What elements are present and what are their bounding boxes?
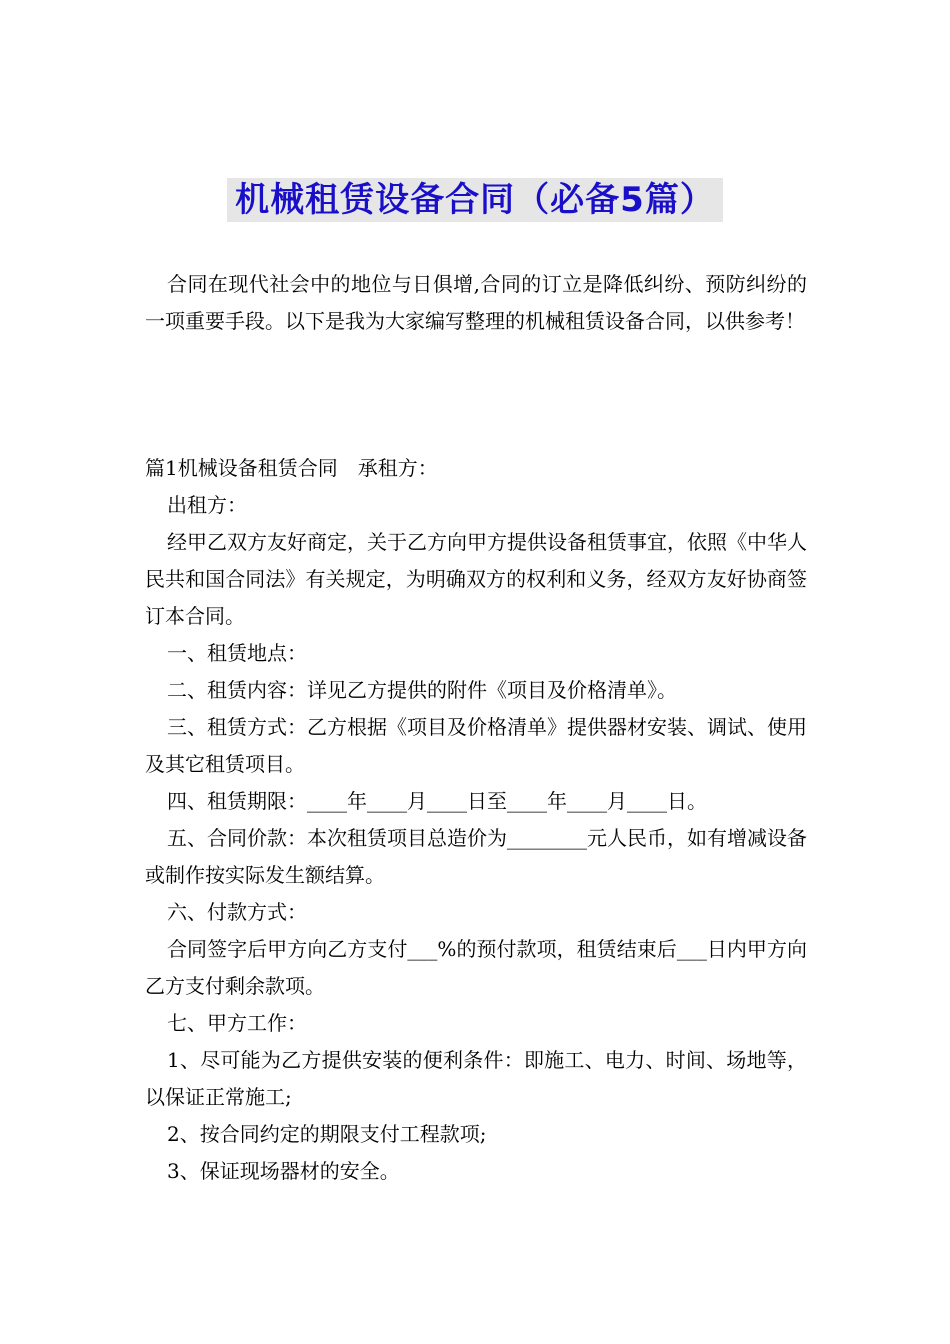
clause-content: 二、租赁内容：详见乙方提供的附件《项目及价格清单》。	[167, 678, 677, 702]
party-a-item-3: 3、保证现场器材的安全。	[167, 1159, 400, 1183]
clause-location: 一、租赁地点：	[167, 641, 307, 665]
intro-block	[145, 266, 807, 340]
clause-payment-detail: 合同签字后甲方向乙方支付___%的预付款项，租赁结束后___日内甲方向乙方支付剩余款项。	[145, 937, 807, 998]
preamble-paragraph: 经甲乙双方友好商定，关于乙方向甲方提供设备租赁事宜，依照《中华人民共和国合同法》有关规定，为明确双方的权利和义务，经双方友好协商签订本合同。	[145, 530, 807, 628]
document-title: 机械租赁设备合同（必备5篇）	[227, 178, 723, 222]
section-1	[145, 450, 807, 1190]
clause-price: 五、合同价款：本次租赁项目总造价为________元人民币，如有增减设备或制作按实际发生额结算。	[145, 826, 807, 887]
clause-payment: 六、付款方式：	[167, 900, 307, 924]
lessor-line: 出租方：	[167, 493, 247, 517]
title-container	[0, 178, 950, 222]
clause-method: 三、租赁方式：乙方根据《项目及价格清单》提供器材安装、调试、使用及其它租赁项目。	[145, 715, 807, 776]
intro-paragraph: 合同在现代社会中的地位与日俱增,合同的订立是降低纠纷、预防纠纷的一项重要手段。以下是我为大家编写整理的机械租赁设备合同，以供参考！	[145, 272, 807, 333]
clause-term: 四、租赁期限：____年____月____日至____年____月____日。	[167, 789, 707, 813]
clause-party-a-work: 七、甲方工作：	[167, 1011, 307, 1035]
party-a-item-1: 1、尽可能为乙方提供安装的便利条件：即施工、电力、时间、场地等，以保证正常施工;	[145, 1048, 807, 1109]
party-a-item-2: 2、按合同约定的期限支付工程款项;	[167, 1122, 487, 1146]
section-heading: 篇1机械设备租赁合同 承租方：	[145, 456, 438, 480]
